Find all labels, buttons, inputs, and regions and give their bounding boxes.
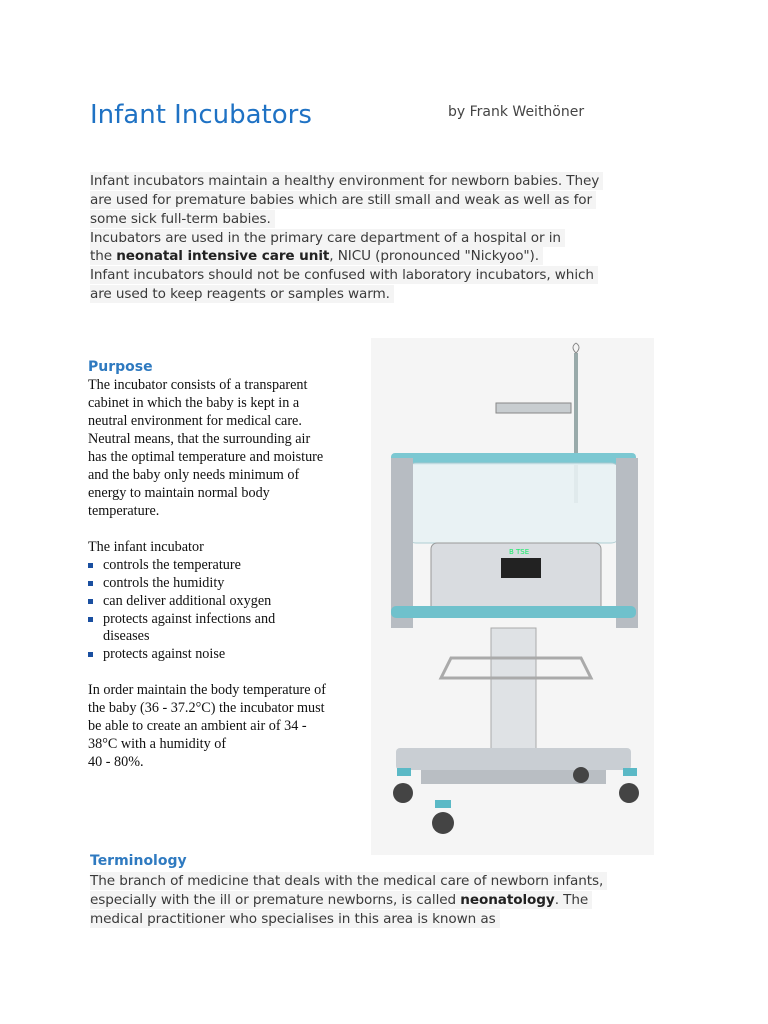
text-line: and the baby only needs minimum of [88,467,300,483]
bullet-icon [88,652,93,657]
list-intro: The infant incubator [88,539,204,555]
brand-label: B TSE [509,548,530,556]
text-line: be able to create an ambient air of 34 - [88,718,307,734]
list-item-text: protects against infections and [103,611,276,627]
purpose-heading: Purpose [88,359,153,375]
terminology-heading: Terminology [90,853,187,869]
list-item-text: protects against noise [103,646,226,662]
text-line: medical practitioner who specialises in this area is known as [90,910,500,928]
author: by Frank Weithöner [448,104,585,120]
text: the [90,248,117,264]
text-line: the baby (36 - 37.2°C) the incubator must [88,700,325,716]
list-item [88,574,224,592]
list-item-text: controls the temperature [103,557,241,573]
text: , NICU (pronounced "Nickyoo"). [329,248,539,264]
bullet-icon [88,599,93,604]
intro-line: Infant incubators maintain a healthy environment for newborn babies. They [90,172,603,190]
intro-line [90,247,543,265]
bullet-icon [88,581,93,586]
bullet-icon [88,617,93,622]
bold-term: neonatal intensive care unit [116,248,330,264]
list-item-continuation: diseases [103,628,150,644]
intro-line: some sick full-term babies. [90,210,275,228]
text-line: The branch of medicine that deals with the medical care of newborn infants, [90,872,607,890]
text-line: neutral environment for medical care. [88,413,302,429]
list-item [88,645,225,663]
intro-line: Infant incubators should not be confused with laboratory incubators, which [90,266,598,284]
list-item-text: controls the humidity [103,575,225,591]
list-item [88,556,241,574]
intro-line: are used for premature babies which are still small and weak as well as for [90,191,596,209]
incubator-photo [371,338,654,855]
text-line: temperature. [88,503,160,519]
page-title: Infant Incubators [90,100,312,130]
list-item-text: can deliver additional oxygen [103,593,272,609]
text: especially with the ill or premature newborns, is called [90,892,461,908]
text-line [90,891,592,909]
bullet-icon [88,563,93,568]
list-item [88,610,275,628]
text-line: Neutral means, that the surrounding air [88,431,311,447]
text-line: 38°C with a humidity of [88,736,227,752]
intro-line: are used to keep reagents or samples warm. [90,285,394,303]
text: . The [554,892,589,908]
bold-term: neonatology [460,892,555,908]
text-line: In order maintain the body temperature of [88,682,326,698]
text-line: The incubator consists of a transparent [88,377,308,393]
text-line: cabinet in which the baby is kept in a [88,395,300,411]
intro-line: Incubators are used in the primary care department of a hospital or in [90,229,565,247]
text-line: 40 - 80%. [88,754,144,770]
text-line: energy to maintain normal body [88,485,270,501]
text-line: has the optimal temperature and moisture [88,449,324,465]
list-item [88,592,271,610]
